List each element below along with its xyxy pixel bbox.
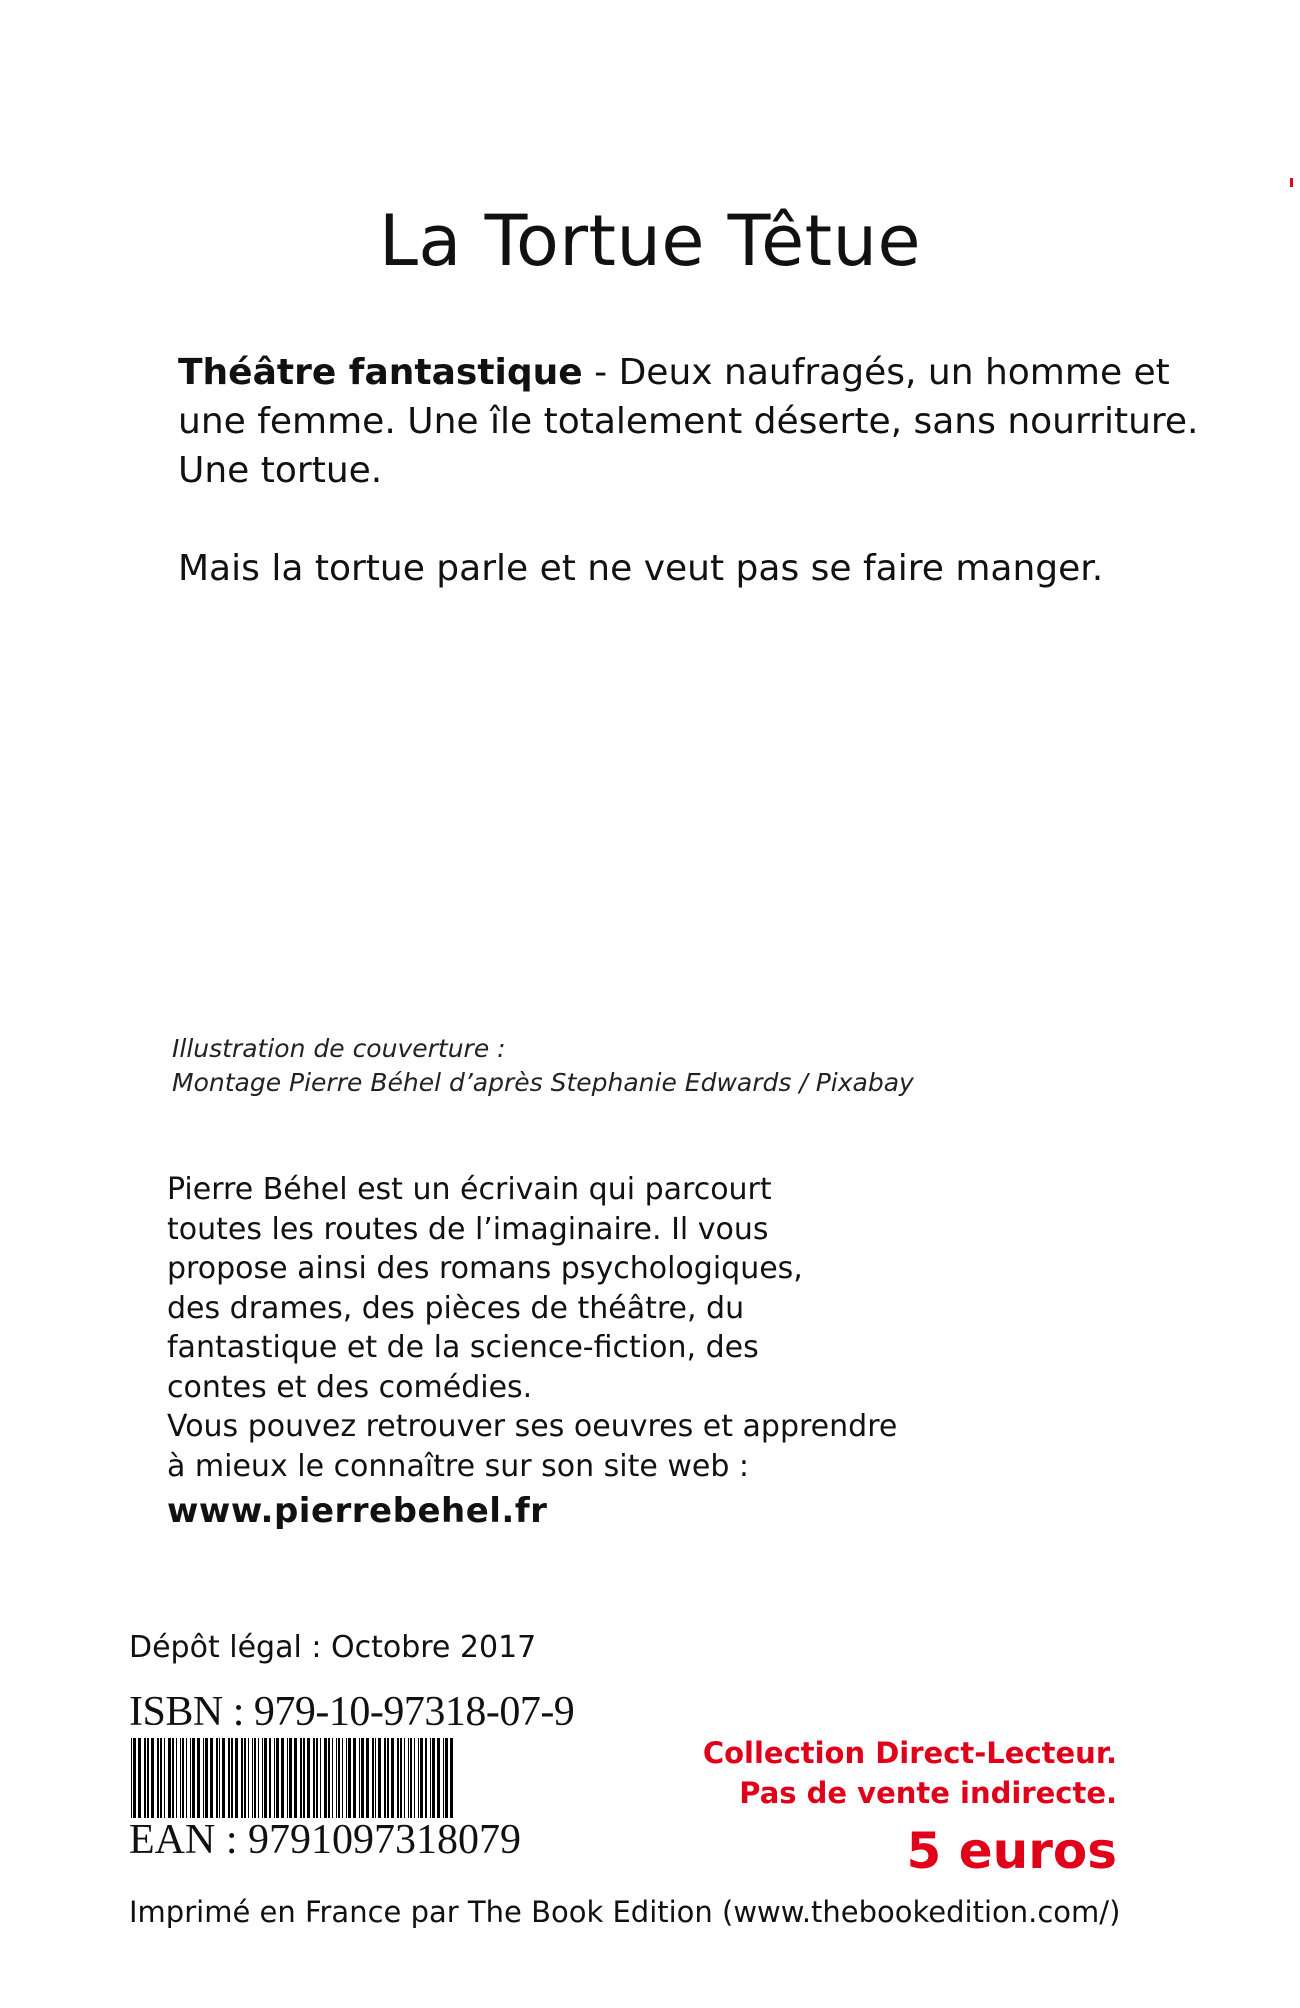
barcode-bar — [366, 1738, 369, 1818]
bio-line: fantastique et de la science-fiction, des — [167, 1330, 759, 1365]
synopsis — [178, 348, 1208, 593]
barcode-bar — [151, 1738, 154, 1818]
barcode-bar — [190, 1738, 191, 1818]
barcode-bar — [281, 1738, 284, 1818]
genre-label: Théâtre fantastique — [178, 352, 583, 393]
barcode-bar — [287, 1738, 288, 1818]
barcode-bar — [443, 1738, 444, 1818]
bio-line: toutes les routes de l’imaginaire. Il vous — [167, 1211, 769, 1247]
barcode-bar — [133, 1738, 136, 1818]
author-bio — [167, 1170, 927, 1532]
bio-line: propose ainsi des romans psychologiques, — [167, 1251, 803, 1286]
barcode-bar — [248, 1738, 249, 1818]
barcode-bar — [219, 1738, 220, 1818]
barcode-bar — [258, 1738, 259, 1818]
barcode-bar — [210, 1738, 213, 1818]
synopsis-paragraph-1 — [178, 348, 1208, 495]
barcode-bar — [241, 1738, 243, 1818]
barcode-bar — [182, 1738, 184, 1818]
barcode-bar — [420, 1738, 423, 1818]
bio-line: à mieux le connaître sur son site web : — [167, 1448, 750, 1484]
barcode-bar — [231, 1738, 233, 1818]
barcode-bar — [359, 1738, 360, 1818]
barcode-bar — [328, 1738, 330, 1818]
cover-credit-label: Illustration de couverture : — [172, 1034, 506, 1063]
cover-credit — [172, 1032, 914, 1100]
barcode-bar — [313, 1738, 315, 1818]
barcode-bar — [342, 1738, 343, 1818]
barcode-bar — [168, 1738, 171, 1818]
barcode-bar — [300, 1738, 302, 1818]
barcode-bar — [176, 1738, 177, 1818]
synopsis-paragraph-2: Mais la tortue parle et ne veut pas se faire manger. — [178, 548, 1104, 589]
barcode-bar — [430, 1738, 431, 1818]
barcode-bar — [228, 1738, 230, 1818]
barcode-bar — [418, 1738, 419, 1818]
barcode-bar — [264, 1738, 267, 1818]
barcode-bar — [172, 1738, 174, 1818]
barcode-bar — [408, 1738, 409, 1818]
barcode-bar — [131, 1738, 132, 1818]
barcode-bar — [276, 1738, 279, 1818]
barcode-bar — [157, 1738, 159, 1818]
bio-line: Pierre Béhel est un écrivain qui parcourt — [167, 1172, 772, 1207]
barcode-bar — [244, 1738, 246, 1818]
barcode-bar — [138, 1738, 141, 1818]
price: 5 euros — [906, 1822, 1117, 1880]
synopsis-line: Une tortue. — [178, 450, 383, 491]
barcode-bar — [332, 1738, 333, 1818]
barcode-bar — [269, 1738, 271, 1818]
barcode-bar — [316, 1738, 318, 1818]
barcode-bar — [336, 1738, 337, 1818]
barcode-image — [131, 1738, 455, 1818]
barcode-bar — [262, 1738, 263, 1818]
genre-separator: - — [582, 352, 619, 393]
barcode-bar — [307, 1738, 310, 1818]
barcode-bar — [361, 1738, 364, 1818]
bio-line: Vous pouvez retrouver ses oeuvres et apprendre — [167, 1409, 898, 1444]
barcode-bar — [353, 1738, 356, 1818]
barcode-bar — [378, 1738, 381, 1818]
barcode-bar — [320, 1738, 321, 1818]
barcode-bar — [324, 1738, 327, 1818]
author-website: www.pierrebehel.fr — [167, 1491, 548, 1531]
barcode-bar — [397, 1738, 399, 1818]
barcode-bar — [400, 1738, 402, 1818]
barcode-bar — [303, 1738, 305, 1818]
barcode-bar — [216, 1738, 218, 1818]
corner-mark — [1290, 178, 1293, 187]
barcode-bar — [197, 1738, 200, 1818]
isbn-text: ISBN : 979-10-97318-07-9 — [129, 1689, 575, 1735]
barcode-bar — [391, 1738, 394, 1818]
barcode-bar — [445, 1738, 448, 1818]
barcode-bar — [192, 1738, 195, 1818]
barcode-bar — [235, 1738, 238, 1818]
barcode-bar — [294, 1738, 297, 1818]
barcode-bar — [144, 1738, 146, 1818]
barcode-bar — [186, 1738, 187, 1818]
barcode-bar — [338, 1738, 340, 1818]
barcode-bar — [160, 1738, 162, 1818]
ean-text: EAN : 9791097318079 — [129, 1817, 521, 1863]
barcode-bar — [289, 1738, 292, 1818]
collection-notice — [703, 1733, 1117, 1813]
barcode-bar — [348, 1738, 351, 1818]
bio-line: des drames, des pièces de théâtre, du — [167, 1290, 745, 1326]
barcode-bar — [180, 1738, 181, 1818]
barcode-bar — [203, 1738, 204, 1818]
collection-line: Pas de vente indirecte. — [739, 1776, 1117, 1810]
barcode-bar — [372, 1738, 374, 1818]
barcode-bar — [147, 1738, 149, 1818]
printer-info: Imprimé en France par The Book Edition (www.thebookedition.com/) — [129, 1895, 1121, 1929]
barcode-bar — [437, 1738, 440, 1818]
barcode-bar — [205, 1738, 208, 1818]
barcode-bar — [414, 1738, 415, 1818]
bio-line: contes et des comédies. — [167, 1369, 533, 1405]
collection-line: Collection Direct-Lecteur. — [702, 1736, 1117, 1770]
barcode-bar — [425, 1738, 427, 1818]
barcode-bar — [410, 1738, 412, 1818]
barcode-bar — [252, 1738, 253, 1818]
barcode-bar — [387, 1738, 389, 1818]
synopsis-line: Deux naufragés, un homme et — [618, 352, 1170, 393]
barcode-bar — [432, 1738, 435, 1818]
barcode-bar — [346, 1738, 347, 1818]
barcode-bar — [222, 1738, 225, 1818]
barcode-bar — [404, 1738, 405, 1818]
barcode-bar — [274, 1738, 275, 1818]
barcode-bar — [450, 1738, 453, 1818]
barcode-bar — [375, 1738, 376, 1818]
synopsis-line: une femme. Une île totalement déserte, sans nourriture. — [178, 401, 1199, 442]
book-title: La Tortue Têtue — [378, 200, 922, 282]
barcode-bar — [384, 1738, 386, 1818]
legal-deposit: Dépôt légal : Octobre 2017 — [129, 1630, 537, 1665]
cover-credit-text: Montage Pierre Béhel d’après Stephanie Edwards / Pixabay — [172, 1068, 914, 1097]
barcode-bar — [164, 1738, 165, 1818]
barcode-bar — [254, 1738, 256, 1818]
